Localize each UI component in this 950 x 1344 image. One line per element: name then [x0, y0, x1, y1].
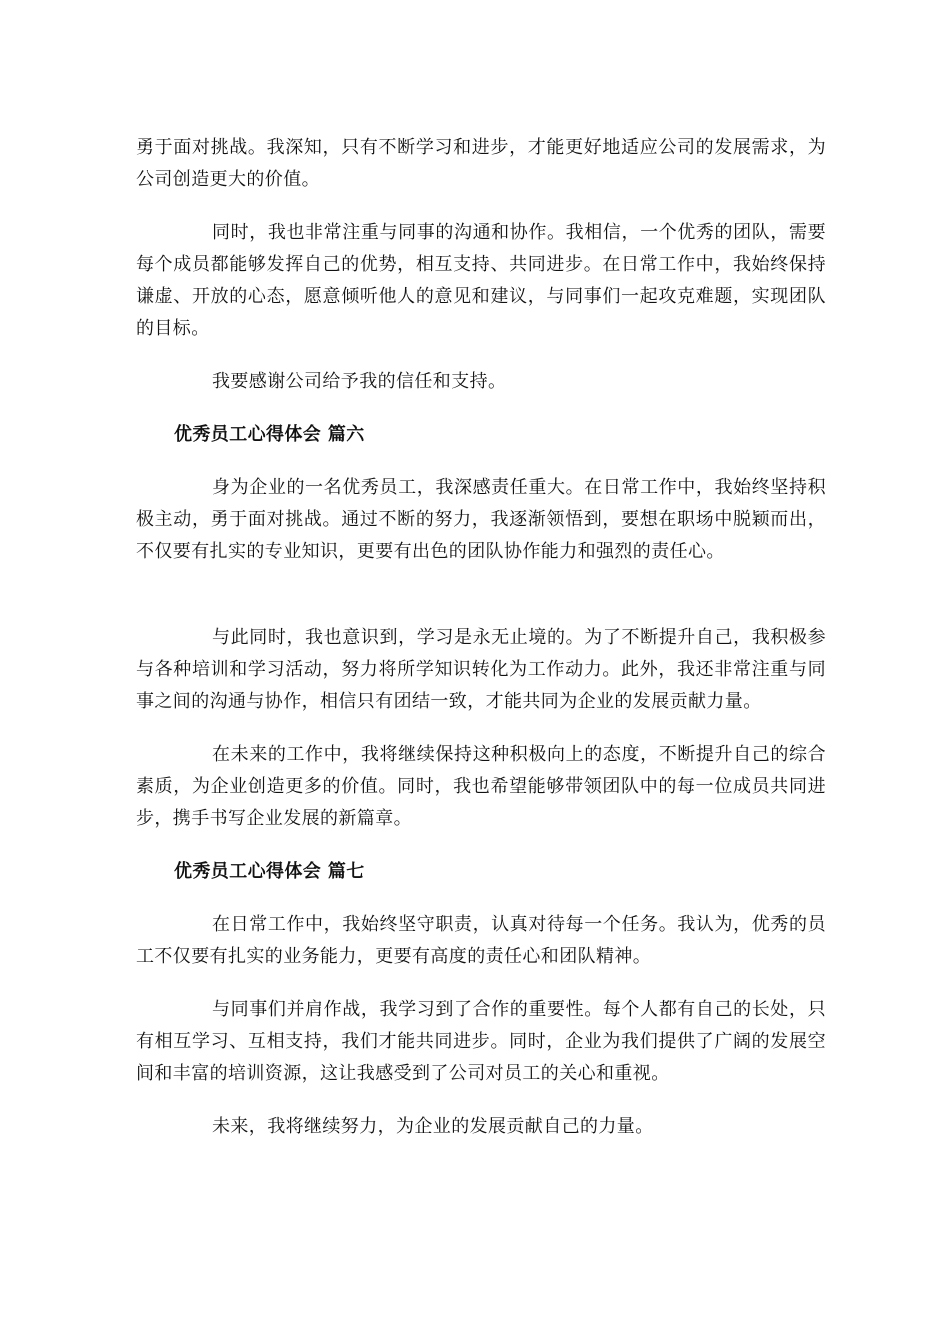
paragraph-closing: 未来，我将继续努力，为企业的发展贡献自己的力量。 — [212, 1116, 654, 1137]
paragraph-communication: 同时，我也非常注重与同事的沟通和协作。我相信，一个优秀的团队，需要每个成员都能够发挥自己的优势，相互支持、共同进步。在日常工作中，我始终保持谦虚、开放的心态，愿意倾听他人的意见和建议，与同事们一起攻克难题，实现团队的目标。 — [136, 222, 826, 339]
paragraph-thanks: 我要感谢公司给予我的信任和支持。 — [212, 371, 507, 392]
paragraph-continuation: 勇于面对挑战。我深知，只有不断学习和进步，才能更好地适应公司的发展需求，为公司创造更大的价值。 — [136, 137, 826, 190]
section-heading-seven: 优秀员工心得体会 篇七 — [174, 861, 365, 882]
section-heading-six: 优秀员工心得体会 篇六 — [174, 424, 365, 445]
paragraph-teamwork: 与同事们并肩作战，我学习到了合作的重要性。每个人都有自己的长处，只有相互学习、互相支持，我们才能共同进步。同时，企业为我们提供了广阔的发展空间和丰富的培训资源，这让我感受到了公司对员工的关心和重视。 — [136, 999, 826, 1084]
paragraph-duty: 在日常工作中，我始终坚守职责，认真对待每一个任务。我认为，优秀的员工不仅要有扎实的业务能力，更要有高度的责任心和团队精神。 — [136, 914, 826, 967]
paragraph-learning: 与此同时，我也意识到，学习是永无止境的。为了不断提升自己，我积极参与各种培训和学习活动，努力将所学知识转化为工作动力。此外，我还非常注重与同事之间的沟通与协作，相信只有团结一致，才能共同为企业的发展贡献力量。 — [136, 627, 826, 712]
paragraph-responsibility: 身为企业的一名优秀员工，我深感责任重大。在日常工作中，我始终坚持积极主动，勇于面对挑战。通过不断的努力，我逐渐领悟到，要想在职场中脱颖而出，不仅要有扎实的专业知识，更要有出色的团队协作能力和强烈的责任心。 — [136, 477, 826, 562]
paragraph-future: 在未来的工作中，我将继续保持这种积极向上的态度，不断提升自己的综合素质，为企业创造更多的价值。同时，我也希望能够带领团队中的每一位成员共同进步，携手书写企业发展的新篇章。 — [136, 744, 826, 829]
document-page — [136, 132, 826, 1143]
